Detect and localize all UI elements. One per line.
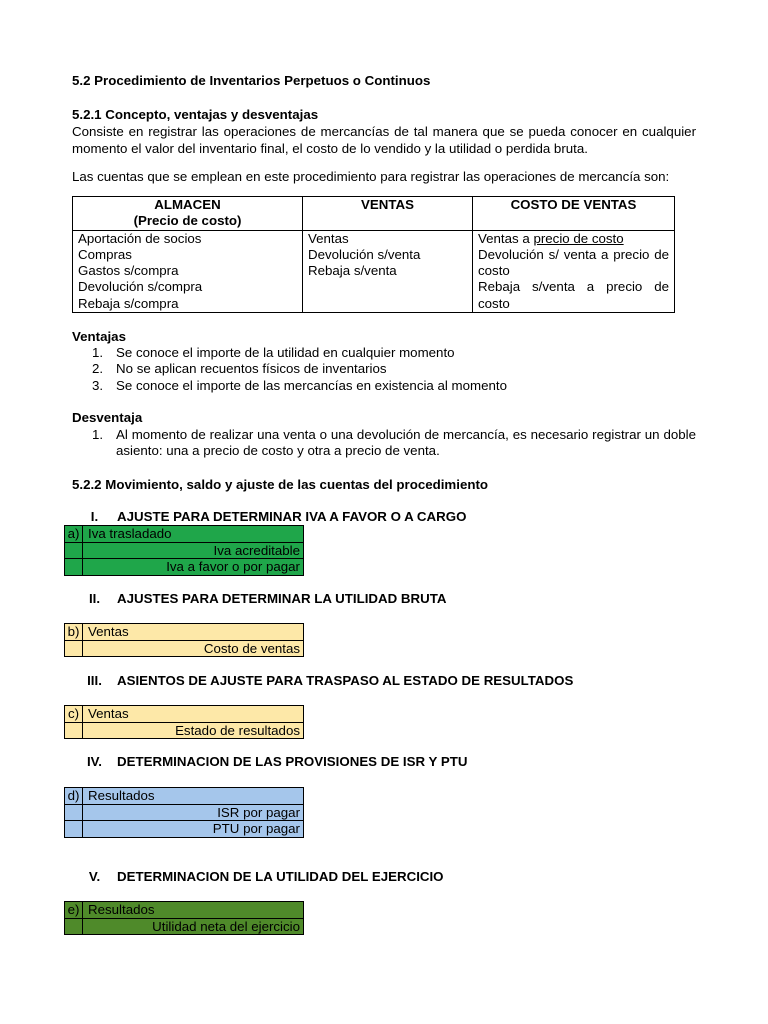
entry-key-empty: [65, 542, 83, 559]
list-item: Rebaja s/venta a precio de costo: [478, 279, 669, 311]
entry-credit: Iva a favor o por pagar: [83, 559, 304, 576]
section-heading-5: [72, 869, 444, 884]
ventajas-title: Ventajas: [72, 329, 126, 344]
entry-credit: Estado de resultados: [83, 722, 304, 739]
entry-debit: Resultados: [83, 788, 304, 805]
entry-key-empty: [65, 804, 83, 821]
entry-credit: PTU por pagar: [83, 821, 304, 838]
col-costo-items: [473, 230, 675, 312]
list-item: Aportación de socios: [78, 230, 202, 246]
col-costo-header: COSTO DE VENTAS: [473, 197, 675, 231]
paragraph-concepto: Consiste en registrar las operaciones de mercancías de tal manera que se pueda conocer en cualquier momento el valor del inventario final, el costo de lo vendido y la utilidad o perdida bruta.: [72, 124, 696, 156]
ventajas-list: [72, 345, 696, 394]
list-text: Se conoce el importe de la utilidad en cualquier momento: [116, 345, 455, 360]
section-number: V.: [88, 869, 101, 884]
list-text: No se aplican recuentos físicos de inventarios: [116, 361, 387, 377]
list-item: [72, 427, 696, 460]
entry-key-empty: [65, 918, 83, 935]
entry-key: e): [65, 902, 83, 919]
section-heading-1: [72, 509, 466, 524]
section-heading-4: [72, 754, 467, 769]
section-number: I.: [90, 509, 99, 524]
almacen-title: ALMACEN: [154, 197, 221, 212]
col-almacen-items: [73, 230, 303, 312]
list-number: 3.: [92, 377, 104, 393]
entry-debit: Ventas: [83, 624, 304, 641]
list-item: Ventas: [308, 230, 349, 246]
paragraph-cuentas: Las cuentas que se emplean en este procedimiento para registrar las operaciones de mercancía son:: [72, 169, 670, 184]
section-title: ASIENTOS DE AJUSTE PARA TRASPASO AL ESTADO DE RESULTADOS: [117, 673, 574, 688]
section-title: DETERMINACION DE LA UTILIDAD DEL EJERCICIO: [117, 869, 444, 884]
section-number: IV.: [86, 754, 103, 769]
entry-debit: Iva trasladado: [83, 526, 304, 543]
entry-box-b: [64, 623, 304, 657]
entry-debit: Ventas: [83, 706, 304, 723]
entry-key-empty: [65, 640, 83, 657]
list-item: Devolución s/ venta a precio de costo: [478, 246, 669, 279]
list-number: 1.: [92, 427, 104, 442]
entry-key: b): [65, 624, 83, 641]
entry-box-c: [64, 705, 304, 739]
desventaja-list: [72, 427, 696, 460]
desventaja-title: Desventaja: [72, 410, 143, 425]
entry-key-empty: [65, 559, 83, 576]
heading: 5.2 Procedimiento de Inventarios Perpetuos o Continuos: [72, 73, 431, 88]
list-item: [72, 378, 696, 394]
list-item: Gastos s/compra: [78, 263, 179, 279]
list-number: 2.: [92, 361, 104, 377]
section-title: DETERMINACION DE LAS PROVISIONES DE ISR Y PTU: [117, 754, 468, 769]
costo-item-underlined: precio de costo: [533, 230, 624, 246]
list-text: Al momento de realizar una venta o una devolución de mercancía, es necesario registrar un doble asiento: una a precio de costo y otra a precio de venta.: [116, 427, 696, 459]
col-ventas-items: [303, 230, 473, 312]
list-item: [72, 345, 696, 361]
subheading-concepto: 5.2.1 Concepto, ventajas y desventajas: [72, 107, 319, 122]
section-title: AJUSTE PARA DETERMINAR IVA A FAVOR O A CARGO: [117, 509, 467, 524]
entry-key: a): [65, 526, 83, 543]
list-item: [478, 231, 669, 247]
list-item: Compras: [78, 246, 132, 262]
entry-credit: Iva acreditable: [83, 542, 304, 559]
entry-key-empty: [65, 821, 83, 838]
list-item: Devolución s/venta: [308, 246, 421, 262]
entry-credit: Costo de ventas: [83, 640, 304, 657]
entry-key: d): [65, 788, 83, 805]
list-item: Devolución s/compra: [78, 279, 203, 295]
section-number: II.: [88, 591, 101, 606]
entry-credit: ISR por pagar: [83, 804, 304, 821]
section-heading-2: [72, 591, 446, 606]
almacen-subtitle: (Precio de costo): [133, 213, 242, 229]
entry-box-a: [64, 525, 304, 576]
entry-key-empty: [65, 722, 83, 739]
section-title: AJUSTES PARA DETERMINAR LA UTILIDAD BRUTA: [117, 591, 447, 606]
list-text: Se conoce el importe de las mercancías en existencia al momento: [116, 377, 507, 393]
entry-box-e: [64, 901, 304, 935]
entry-debit: Resultados: [83, 902, 304, 919]
accounts-table: [72, 196, 675, 313]
list-number: 1.: [92, 345, 104, 360]
entry-credit: Utilidad neta del ejercicio: [83, 918, 304, 935]
list-item: Rebaja s/compra: [78, 295, 179, 311]
list-item: Rebaja s/venta: [308, 263, 397, 279]
col-ventas-header: VENTAS: [303, 197, 473, 231]
list-item: [72, 361, 696, 377]
costo-item-prefix: Ventas a: [478, 230, 534, 246]
section-heading-3: [72, 673, 573, 688]
entry-box-d: [64, 787, 304, 838]
col-almacen-header: [73, 197, 303, 231]
subheading-movimiento: 5.2.2 Movimiento, saldo y ajuste de las cuentas del procedimiento: [72, 477, 489, 492]
entry-key: c): [65, 706, 83, 723]
section-number: III.: [87, 673, 102, 688]
